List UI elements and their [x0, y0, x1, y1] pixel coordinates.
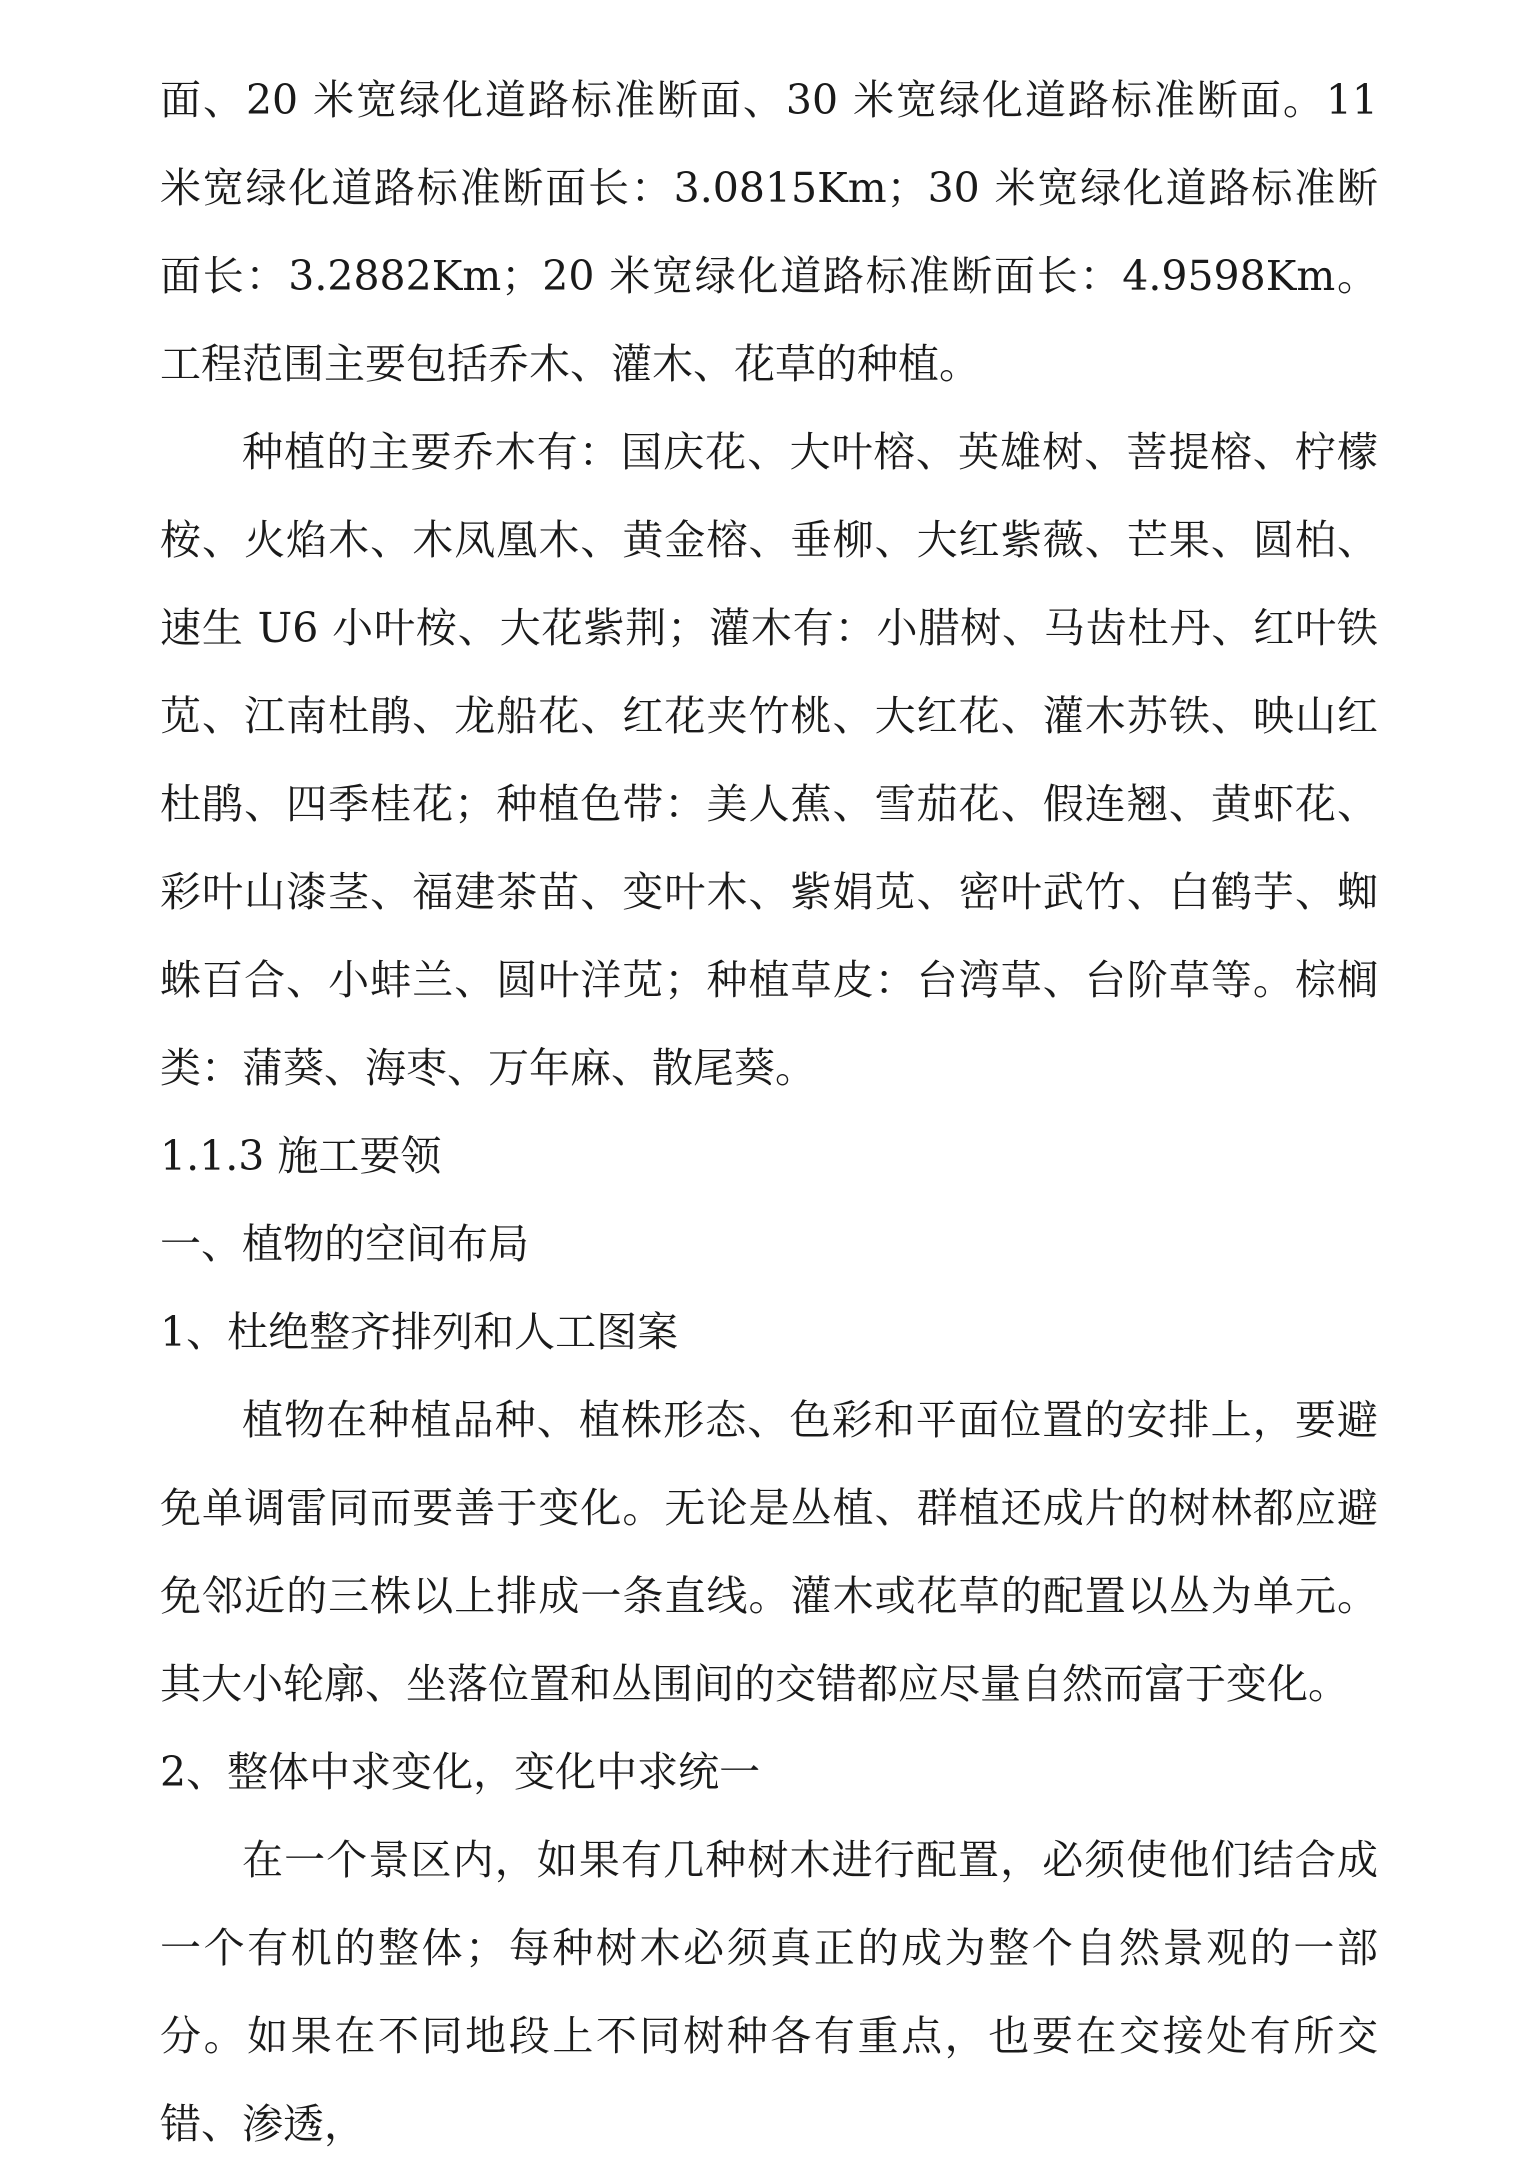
item-heading-avoid-uniform-rows: 1、杜绝整齐排列和人工图案 — [160, 1308, 679, 1356]
paragraph-organic-whole: 在一个景区内，如果有几种树木进行配置，必须使他们结合成一个有机的整体；每种树木必须真正的成为整个自然景观的一部分。如果在不同地段上不同树种各有重点，也要在交接处有所交错、渗透， — [160, 1836, 1378, 2148]
section-heading-construction-essentials: 1.1.3 施工要领 — [160, 1132, 442, 1180]
document-page — [160, 56, 1378, 2168]
paragraph-plant-species: 种植的主要乔木有：国庆花、大叶榕、英雄树、菩提榕、柠檬桉、火焰木、木凤凰木、黄金榕、垂柳、大红紫薇、芒果、圆柏、速生 U6 小叶桉、大花紫荆；灌木有：小腊树、马齿杜丹、红叶铁苋、江南杜鹃、龙船花、红花夹竹桃、大红花、灌木苏铁、映山红杜鹃、四季桂花；种植色带：美人蕉、雪茄花、假连翘、黄虾花、彩叶山漆茎、福建茶苗、变叶木、紫娟苋、密叶武竹、白鹤芋、蜘蛛百合、小蚌兰、圆叶洋苋；种植草皮：台湾草、台阶草等。棕榈类：蒲葵、海枣、万年麻、散尾葵。 — [160, 428, 1378, 1092]
paragraph-section-lengths: 面、20 米宽绿化道路标准断面、30 米宽绿化道路标准断面。11 米宽绿化道路标准断面长：3.0815Km；30 米宽绿化道路标准断面长：3.2882Km；20 米宽绿化道路标准断面长：4.9598Km。工程范围主要包括乔木、灌木、花草的种植。 — [160, 76, 1378, 388]
subheading-spatial-layout: 一、植物的空间布局 — [160, 1220, 529, 1268]
item-heading-unity-and-variation: 2、整体中求变化，变化中求统一 — [160, 1748, 761, 1796]
paragraph-variety-in-planting: 植物在种植品种、植株形态、色彩和平面位置的安排上，要避免单调雷同而要善于变化。无论是丛植、群植还成片的树林都应避免邻近的三株以上排成一条直线。灌木或花草的配置以丛为单元。其大小轮廓、坐落位置和丛围间的交错都应尽量自然而富于变化。 — [160, 1396, 1378, 1708]
